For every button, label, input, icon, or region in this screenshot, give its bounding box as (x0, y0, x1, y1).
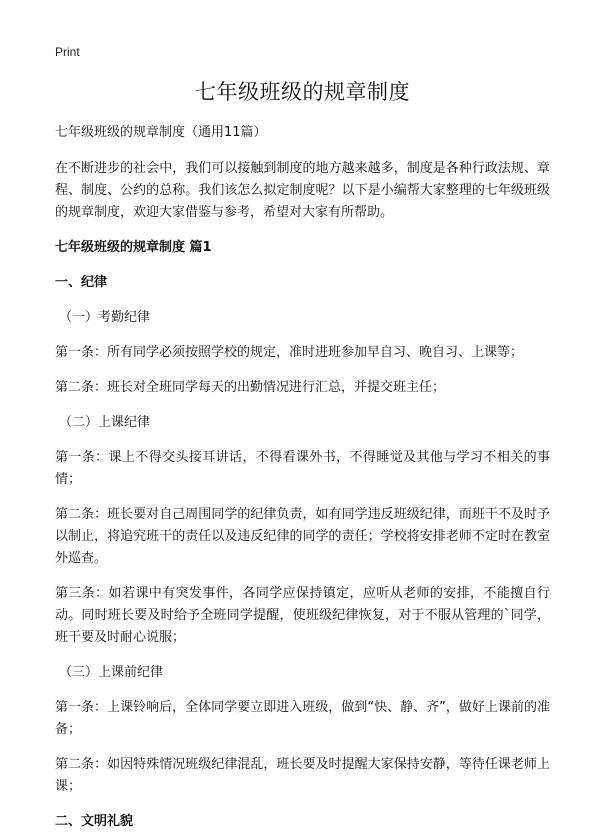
rule-paragraph: 第一条：所有同学必须按照学校的规定，准时进班参加早自习、晚自习、上课等； (55, 345, 524, 360)
page-title: 七年级班级的规章制度 (195, 80, 410, 104)
subsection-heading-attendance: （一）考勤纪律 (59, 310, 151, 325)
rule-paragraph: 第二条：班长要对自己周围同学的纪律负责，如有同学违反班级纪律，而班干不及时予以制止，将追究班干的责任以及违反纪律的同学的责任；学校将安排老师不定时在教室外巡查。 (55, 507, 550, 566)
rule-paragraph: 第一条：上课铃响后，全体同学要立即进入班级，做到“快、静、齐”，做好上课前的准备； (55, 700, 550, 737)
document-subtitle: 七年级班级的规章制度（通用11篇） (55, 125, 267, 140)
rule-paragraph: 第二条：班长对全班同学每天的出勤情况进行汇总，并提交班主任； (55, 380, 446, 395)
subsection-heading-class: （二）上课纪律 (59, 415, 151, 430)
rule-paragraph: 第一条：课上不得交头接耳讲话，不得看课外书，不得睡觉及其他与学习不相关的事情； (55, 450, 550, 487)
rule-paragraph: 第三条：如若课中有突发事件，各同学应保持镇定，应听从老师的安排，不能擅自行动。同时班长要及时给予全班同学提醒，使班级纪律恢复，对于不服从管理的`同学，班干要及时耐心说服； (55, 586, 550, 645)
intro-paragraph: 在不断进步的社会中，我们可以接触到制度的地方越来越多，制度是各种行政法规、章程、制度、公约的总称。我们该怎么拟定制度呢？以下是小编帮大家整理的七年级班级的规章制度，欢迎大家借鉴与参考，希望对大家有所帮助。 (55, 161, 550, 220)
rule-paragraph: 第二条：如因特殊情况班级纪律混乱，班长要及时提醒大家保持安静，等待任课老师上课； (55, 757, 550, 794)
subsection-heading-preclass: （三）上课前纪律 (59, 665, 164, 680)
section-heading-discipline: 一、纪律 (55, 275, 108, 290)
print-link[interactable]: Print (55, 45, 80, 59)
article-heading: 七年级班级的规章制度 篇1 (55, 240, 212, 255)
section-heading-etiquette: 二、文明礼貌 (55, 814, 134, 829)
